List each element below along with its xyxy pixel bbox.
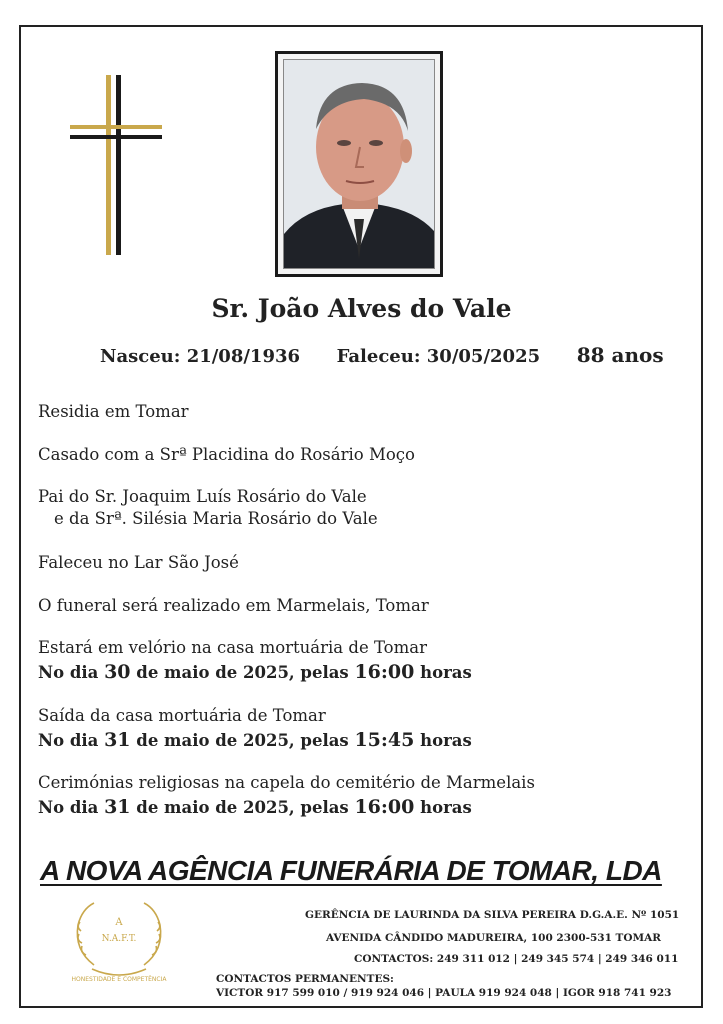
died-date: 30/05/2025 [426, 346, 541, 367]
event-3-datetime: No dia 31 de maio de 2025, pelas 16:00 horas [38, 796, 472, 818]
died-label: Faleceu: [336, 346, 421, 367]
svg-text:HONESTIDADE E COMPETÊNCIA: HONESTIDADE E COMPETÊNCIA [71, 976, 167, 983]
event-2-title: Saída da casa mortuária de Tomar [38, 706, 326, 725]
cross-icon [70, 75, 162, 255]
life-dates [100, 343, 664, 367]
age: 88 anos [576, 343, 664, 367]
parents-line-2: e da Srª. Silésia Maria Rosário do Vale [54, 509, 378, 528]
event-2-datetime: No dia 31 de maio de 2025, pelas 15:45 horas [38, 729, 472, 751]
spouse: Casado com a Srª Placidina do Rosário Moço [38, 445, 415, 464]
deceased-name: Sr. João Alves do Vale [211, 294, 512, 323]
agency-management: GERÊNCIA DE LAURINDA DA SILVA PEREIRA D.G.A.E. Nº 1051 [305, 909, 680, 921]
portrait-image [284, 60, 434, 268]
svg-text:A: A [115, 917, 123, 928]
place-of-death: Faleceu no Lar São José [38, 553, 239, 572]
residence: Residia em Tomar [38, 402, 189, 421]
funeral-location: O funeral será realizado em Marmelais, Tomar [38, 596, 429, 615]
born-label: Nasceu: [100, 346, 181, 367]
born-date: 21/08/1936 [186, 346, 301, 367]
event-1-datetime: No dia 30 de maio de 2025, pelas 16:00 horas [38, 661, 472, 683]
permanent-contacts: VICTOR 917 599 010 / 919 924 046 | PAULA 919 924 048 | IGOR 918 741 923 [216, 987, 672, 999]
parents-line-1: Pai do Sr. Joaquim Luís Rosário do Vale [38, 487, 367, 506]
agency-address: AVENIDA CÂNDIDO MADUREIRA, 100 2300-531 TOMAR [326, 932, 662, 944]
portrait-photo [275, 51, 443, 277]
agency-name: A NOVA AGÊNCIA FUNERÁRIA DE TOMAR, LDA [40, 855, 662, 886]
agency-seal-logo [64, 895, 174, 985]
permanent-contacts-label: CONTACTOS PERMANENTES: [216, 973, 394, 985]
agency-contacts: CONTACTOS: 249 311 012 | 249 345 574 | 249 346 011 [354, 953, 679, 965]
svg-text:N.A.F.T.: N.A.F.T. [101, 934, 137, 944]
event-1-title: Estará em velório na casa mortuária de Tomar [38, 638, 427, 657]
event-3-title: Cerimónias religiosas na capela do cemitério de Marmelais [38, 773, 535, 792]
